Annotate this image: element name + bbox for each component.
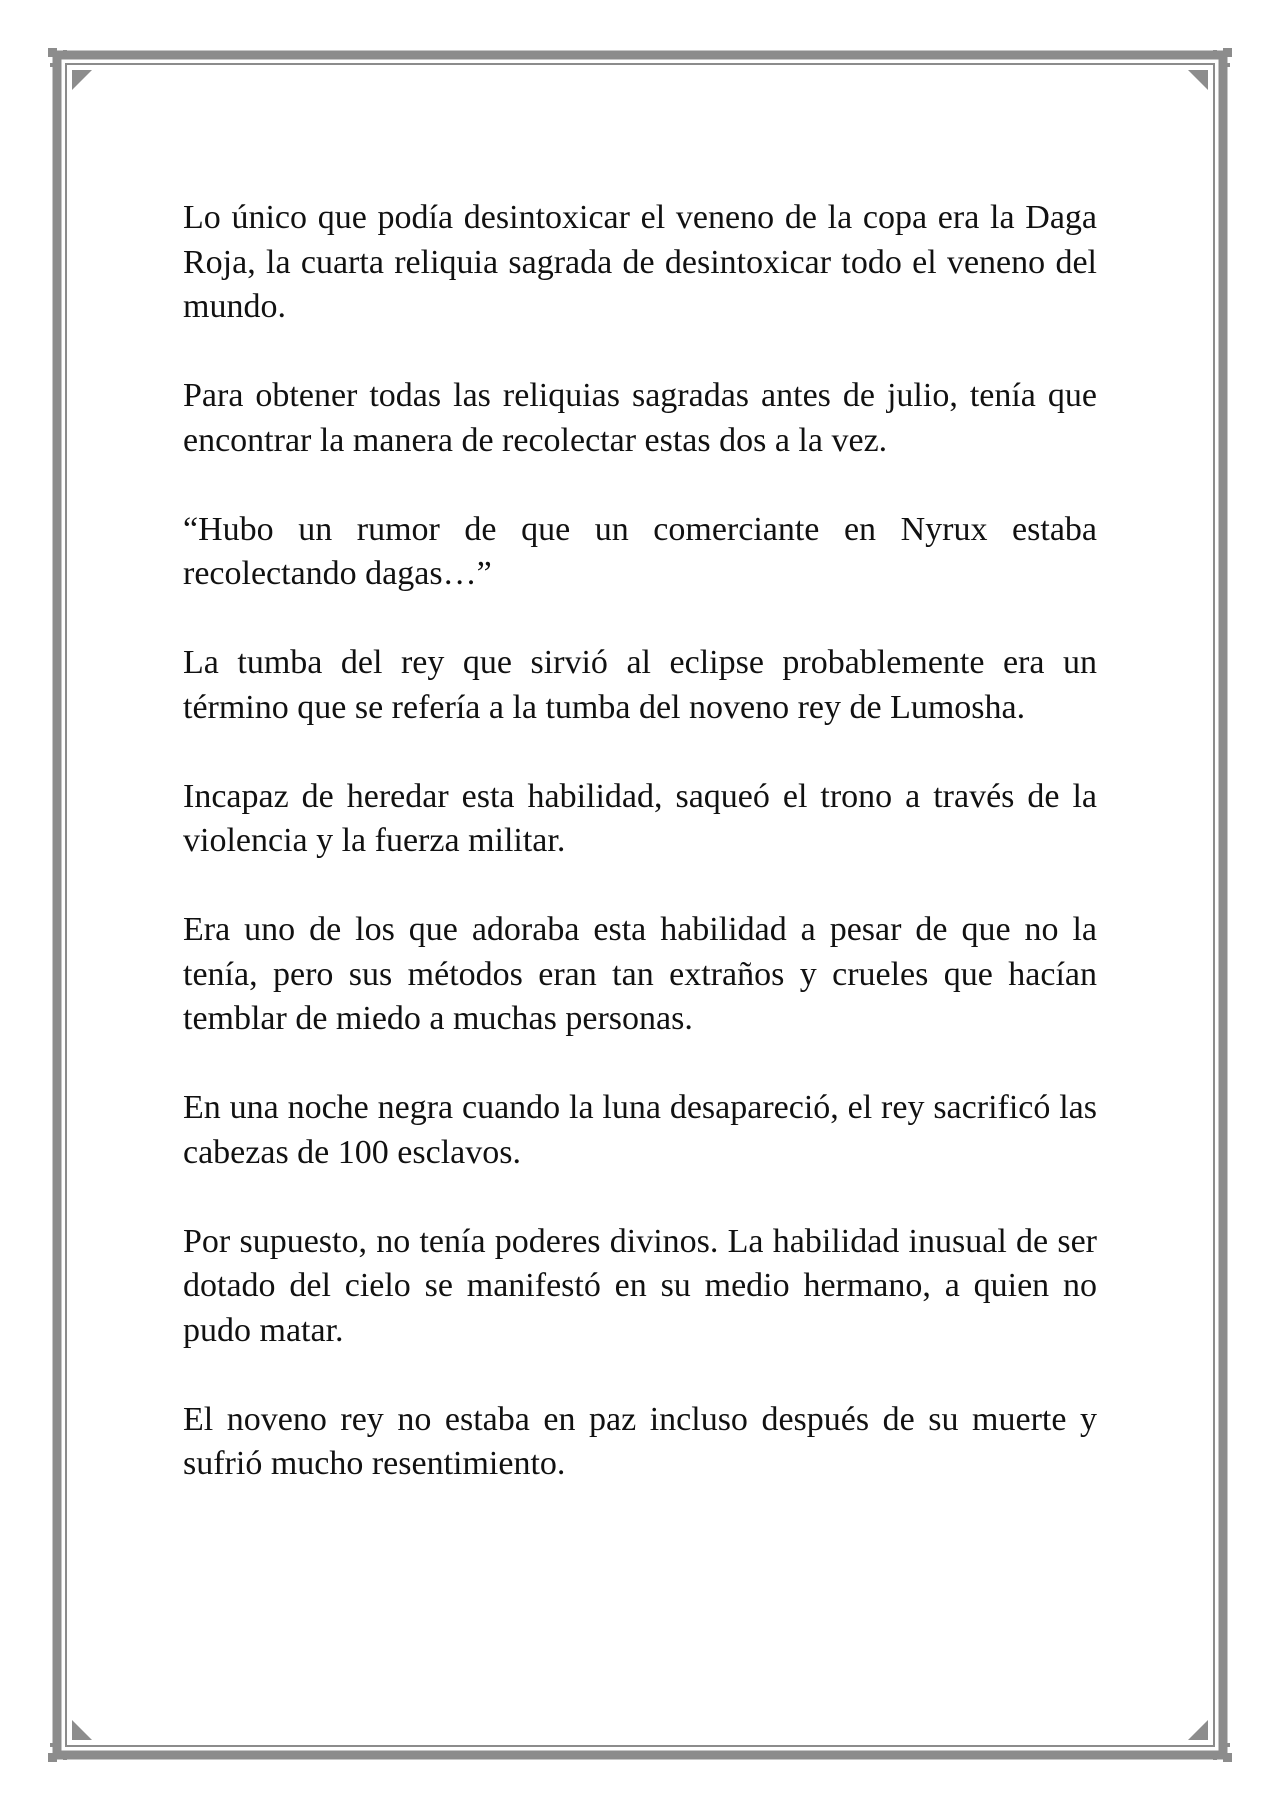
- paragraph: Por supuesto, no tenía poderes divinos. La habilidad inusual de ser dotado del cielo se manifestó en su medio hermano, a quien no pudo matar.: [183, 1222, 1097, 1349]
- paragraph: La tumba del rey que sirvió al eclipse probablemente era un término que se refería a la tumba del noveno rey de Lumosha.: [183, 644, 1097, 726]
- paragraph: Para obtener todas las reliquias sagradas antes de julio, tenía que encontrar la manera de recolectar estas dos a la vez.: [183, 377, 1097, 459]
- page-body: [183, 196, 1097, 1531]
- paragraph: El noveno rey no estaba en paz incluso después de su muerte y sufrió mucho resentimiento.: [183, 1400, 1097, 1482]
- paragraph: En una noche negra cuando la luna desapareció, el rey sacrificó las cabezas de 100 esclavos.: [183, 1089, 1097, 1171]
- paragraph: “Hubo un rumor de que un comerciante en Nyrux estaba recolectando dagas…”: [183, 510, 1097, 592]
- paragraph: Era uno de los que adoraba esta habilidad a pesar de que no la tenía, pero sus métodos eran tan extraños y crueles que hacían temblar de miedo a muchas personas.: [183, 911, 1097, 1037]
- paragraph: Incapaz de heredar esta habilidad, saqueó el trono a través de la violencia y la fuerza militar.: [183, 777, 1097, 859]
- paragraph: Lo único que podía desintoxicar el veneno de la copa era la Daga Roja, la cuarta reliquia sagrada de desintoxicar todo el veneno del mundo.: [183, 199, 1097, 325]
